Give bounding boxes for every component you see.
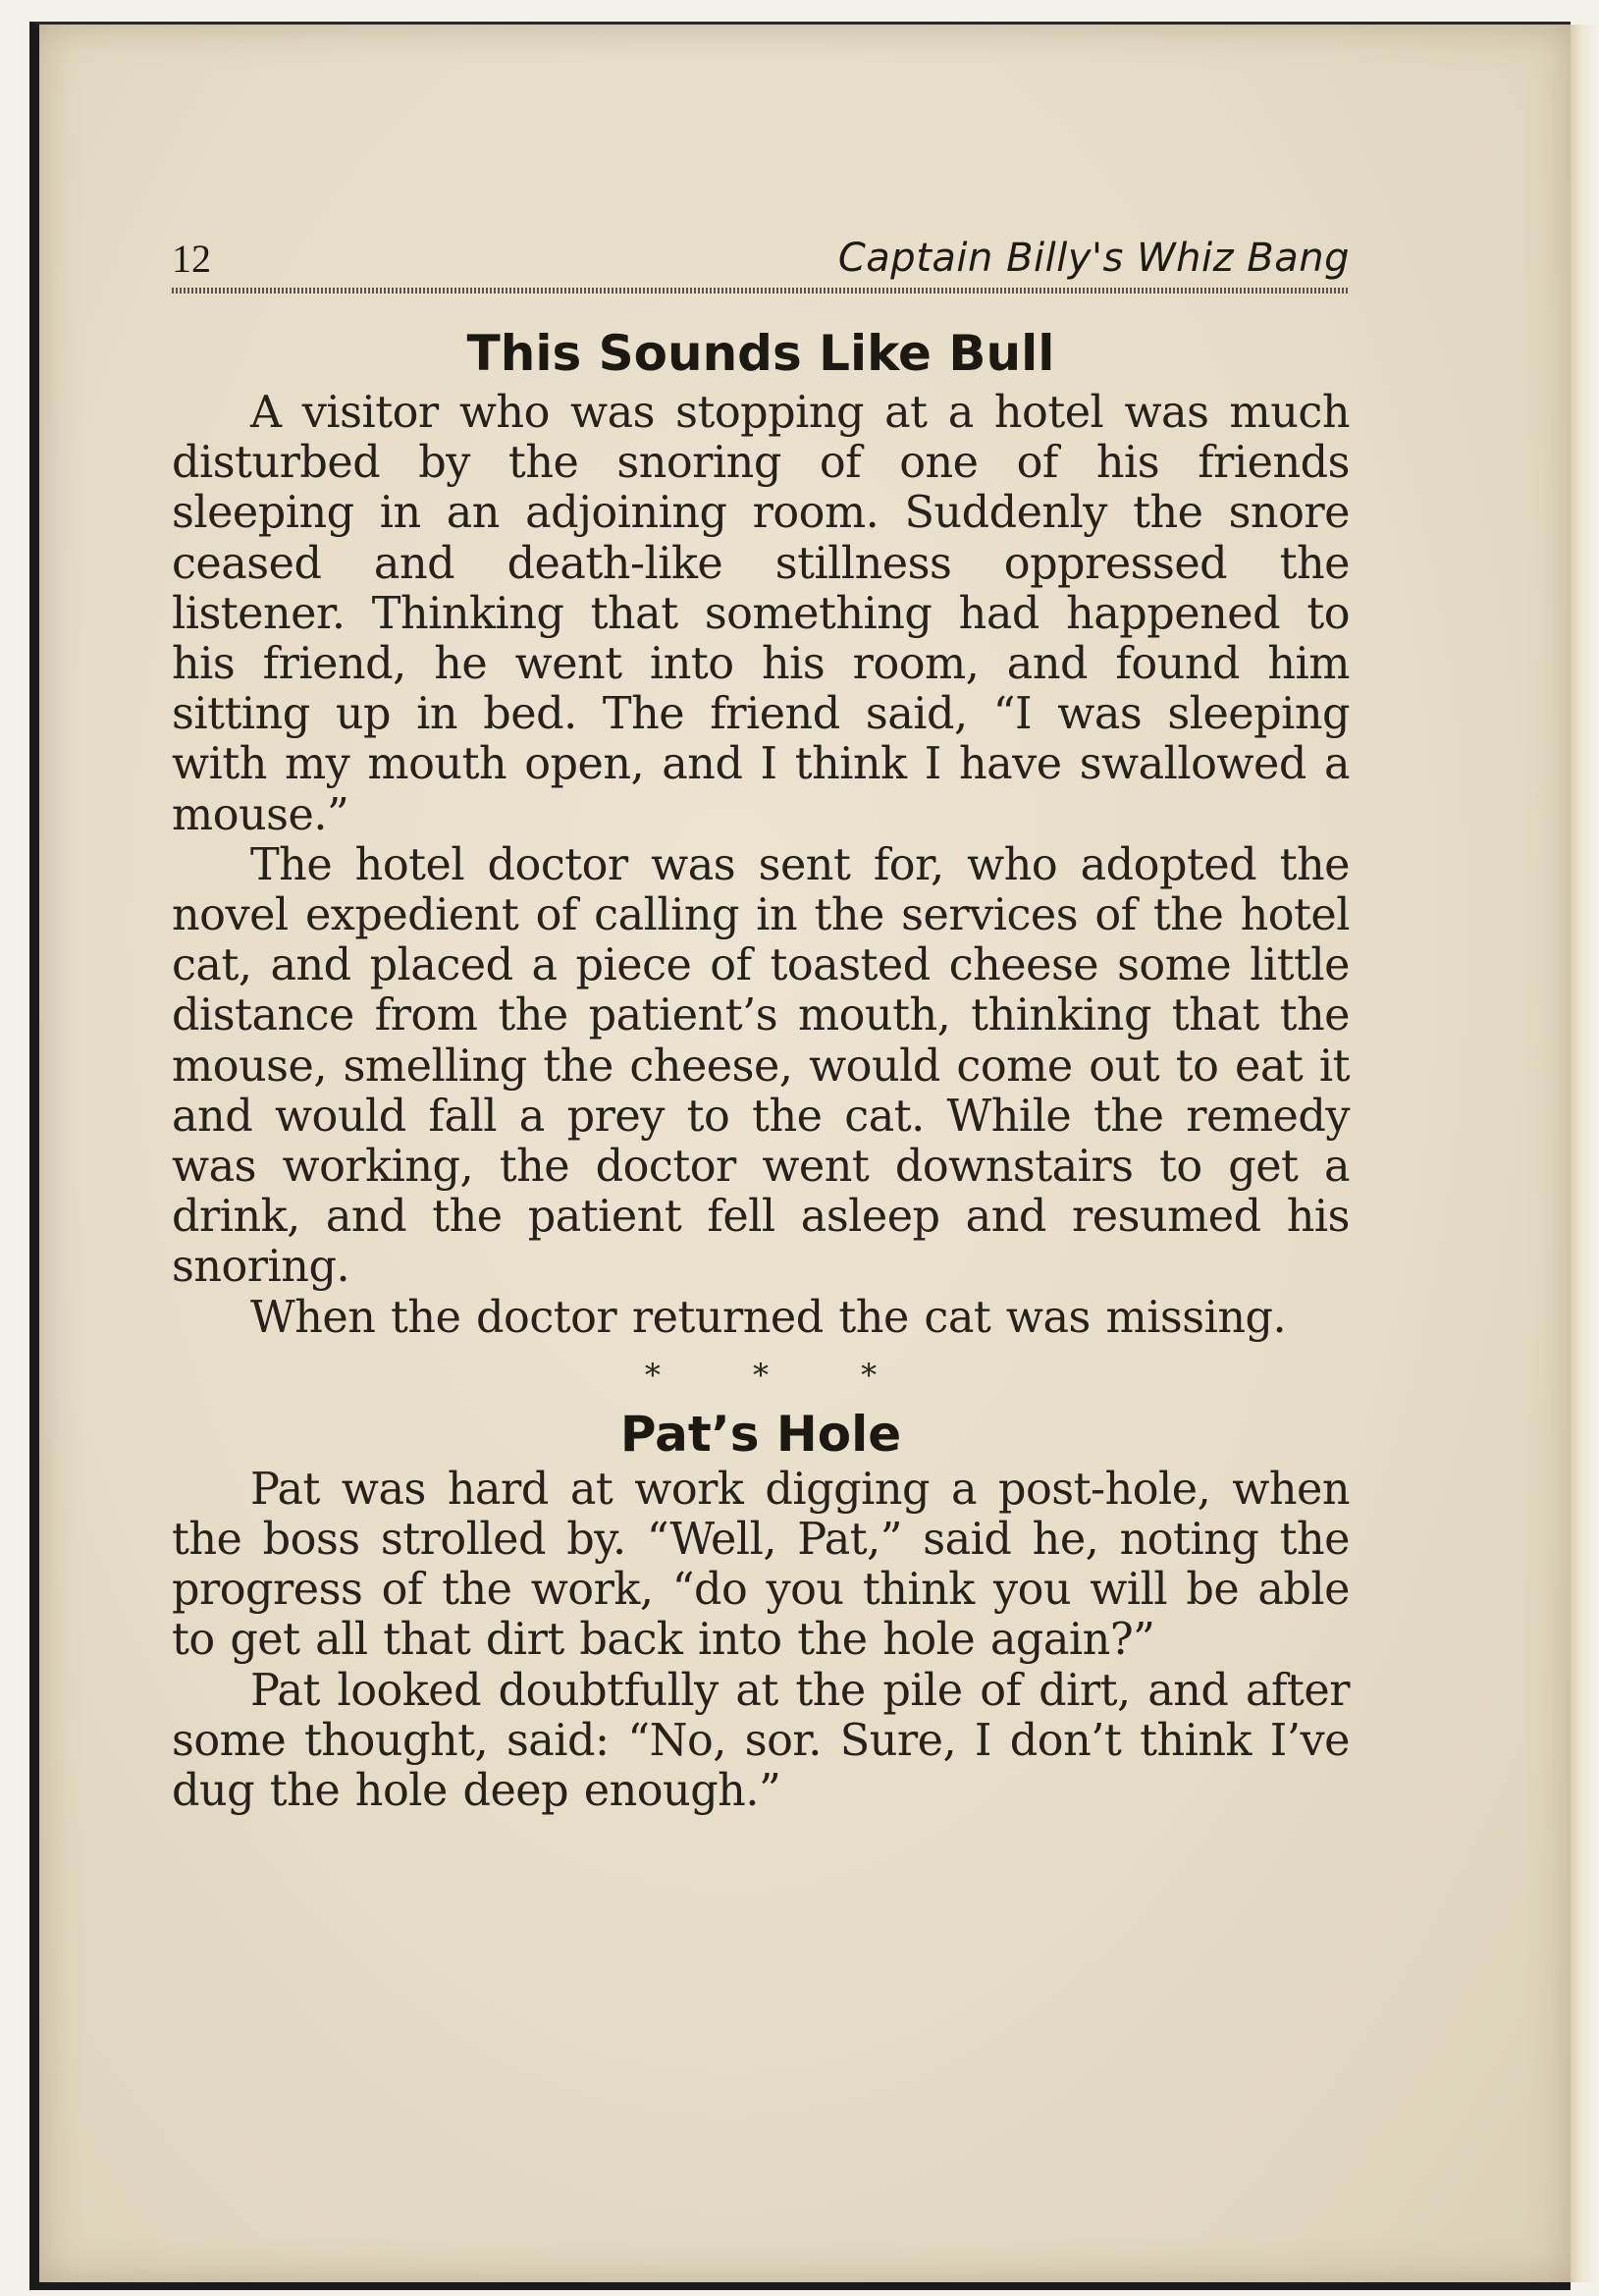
- page-edge: [1571, 25, 1598, 2282]
- page-content: [172, 325, 1350, 1817]
- story1-paragraph-3: When the doctor returned the cat was missing.: [250, 1292, 1287, 1343]
- section-separator: * * *: [644, 1356, 919, 1394]
- story1-paragraph-1: A visitor who was stopping at a hotel was much disturbed by the snoring of one of his friends sleeping in an adjoining room. Suddenly the snore ceased and death-like stillness oppressed the listener. Thinking that something had happened to his friend, he went into his room, and found him sitting up in bed. The friend said, “I was sleeping with my mouth open, and I think I have swallowed a mouse.”: [172, 388, 1350, 840]
- story2-paragraph-1: Pat was hard at work digging a post-hole, when the boss strolled by. “Well, Pat,” said he, noting the progress of the work, “do you think you will be able to get all that dirt back into the hole again?”: [172, 1464, 1350, 1666]
- story-title-bull: This Sounds Like Bull: [466, 325, 1055, 382]
- story-title-pats-hole: Pat’s Hole: [619, 1405, 902, 1463]
- running-head: [172, 236, 1350, 285]
- header-rule: [172, 288, 1350, 294]
- running-title: Captain Billy's Whiz Bang: [837, 236, 1350, 281]
- story1-paragraph-2: The hotel doctor was sent for, who adopted the novel expedient of calling in the services of the hotel cat, and placed a piece of toasted cheese some little distance from the patient’s mouth, thinking that the mouse, smelling the cheese, would come out to eat it and would fall a prey to the cat. While the remedy was working, the doctor went downstairs to get a drink, and the patient fell asleep and resumed his snoring.: [172, 839, 1350, 1293]
- page-number: 12: [172, 237, 211, 281]
- story2-paragraph-2: Pat looked doubtfully at the pile of dirt, and after some thought, said: “No, sor. Sure, I don’t think I’ve dug the hole deep enough.”: [172, 1665, 1350, 1817]
